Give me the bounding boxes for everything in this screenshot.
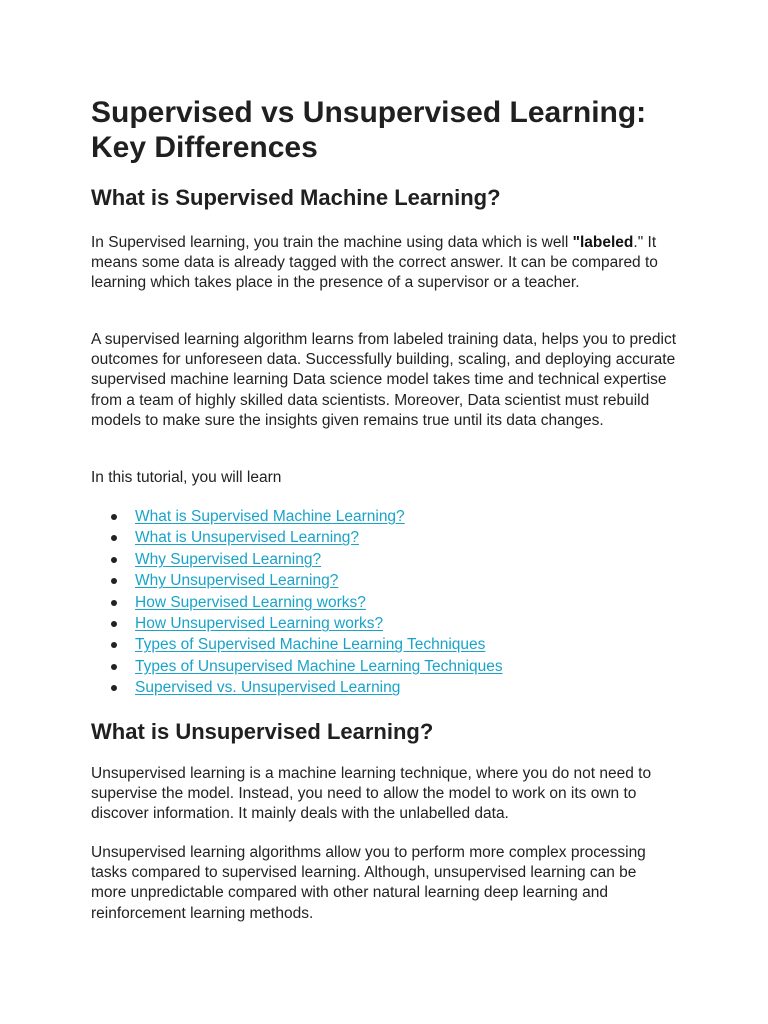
- toc-link[interactable]: Types of Supervised Machine Learning Techniques: [135, 636, 486, 654]
- bullet-icon: [111, 600, 117, 606]
- toc-item: [91, 592, 503, 613]
- bullet-icon: [111, 621, 117, 627]
- paragraph-text: In Supervised learning, you train the machine using data which is well: [91, 234, 573, 251]
- toc-link[interactable]: How Unsupervised Learning works?: [135, 615, 384, 633]
- paragraph-unsupervised-algorithms: Unsupervised learning algorithms allow you to perform more complex processing tasks compared to supervised learning. Although, unsupervised learning can be more unpredictable compared with other natural learning deep learning and reinforcement learning methods.: [91, 844, 646, 922]
- toc-item: [91, 634, 503, 655]
- toc-item: [91, 527, 503, 548]
- bullet-icon: [111, 685, 117, 691]
- toc-item: [91, 656, 503, 677]
- toc-link[interactable]: Why Supervised Learning?: [135, 550, 322, 568]
- bullet-icon: [111, 664, 117, 670]
- paragraph-unsupervised-intro: Unsupervised learning is a machine learning technique, where you do not need to supervise the model. Instead, you need to allow the model to work on its own to discover information. It mainly deals with the unlabelled data.: [91, 765, 652, 823]
- toc-item: [91, 506, 503, 527]
- toc-item: [91, 677, 503, 698]
- bullet-icon: [111, 642, 117, 648]
- paragraph-text: ." It means some data is already tagged with the correct answer. It can be compared to learning which takes place in the presence of a supervisor or a teacher.: [91, 234, 658, 292]
- bullet-icon: [111, 578, 117, 584]
- toc-link[interactable]: Supervised vs. Unsupervised Learning: [135, 679, 401, 697]
- paragraph-tutorial-intro: In this tutorial, you will learn: [91, 469, 282, 486]
- toc-link[interactable]: What is Supervised Machine Learning?: [135, 508, 405, 525]
- section-heading-supervised: What is Supervised Machine Learning?: [91, 185, 501, 210]
- toc-item: [91, 570, 503, 591]
- paragraph-supervised-intro: [91, 233, 681, 294]
- toc-link[interactable]: How Supervised Learning works?: [135, 593, 366, 611]
- emphasis-labeled: "labeled: [572, 234, 634, 251]
- table-of-contents: [91, 506, 503, 699]
- page-title: Supervised vs Unsupervised Learning: Key Differences: [91, 96, 647, 164]
- bullet-icon: [111, 557, 117, 563]
- toc-link[interactable]: What is Unsupervised Learning?: [135, 529, 360, 547]
- bullet-icon: [111, 535, 117, 541]
- toc-link[interactable]: Why Unsupervised Learning?: [135, 572, 339, 590]
- toc-item: [91, 613, 503, 634]
- section-heading-unsupervised: What is Unsupervised Learning?: [91, 719, 434, 744]
- bullet-icon: [111, 514, 117, 520]
- paragraph-supervised-algorithm: A supervised learning algorithm learns from labeled training data, helps you to predict outcomes for unforeseen data. Successfully building, scaling, and deploying accurate supervised machine learning Data science model takes time and technical expertise from a team of highly skilled data scientists. Moreover, Data scientist must rebuild models to make sure the insights given remains true until its data changes.: [91, 331, 677, 429]
- toc-link[interactable]: Types of Unsupervised Machine Learning Techniques: [135, 657, 503, 675]
- toc-item: [91, 549, 503, 570]
